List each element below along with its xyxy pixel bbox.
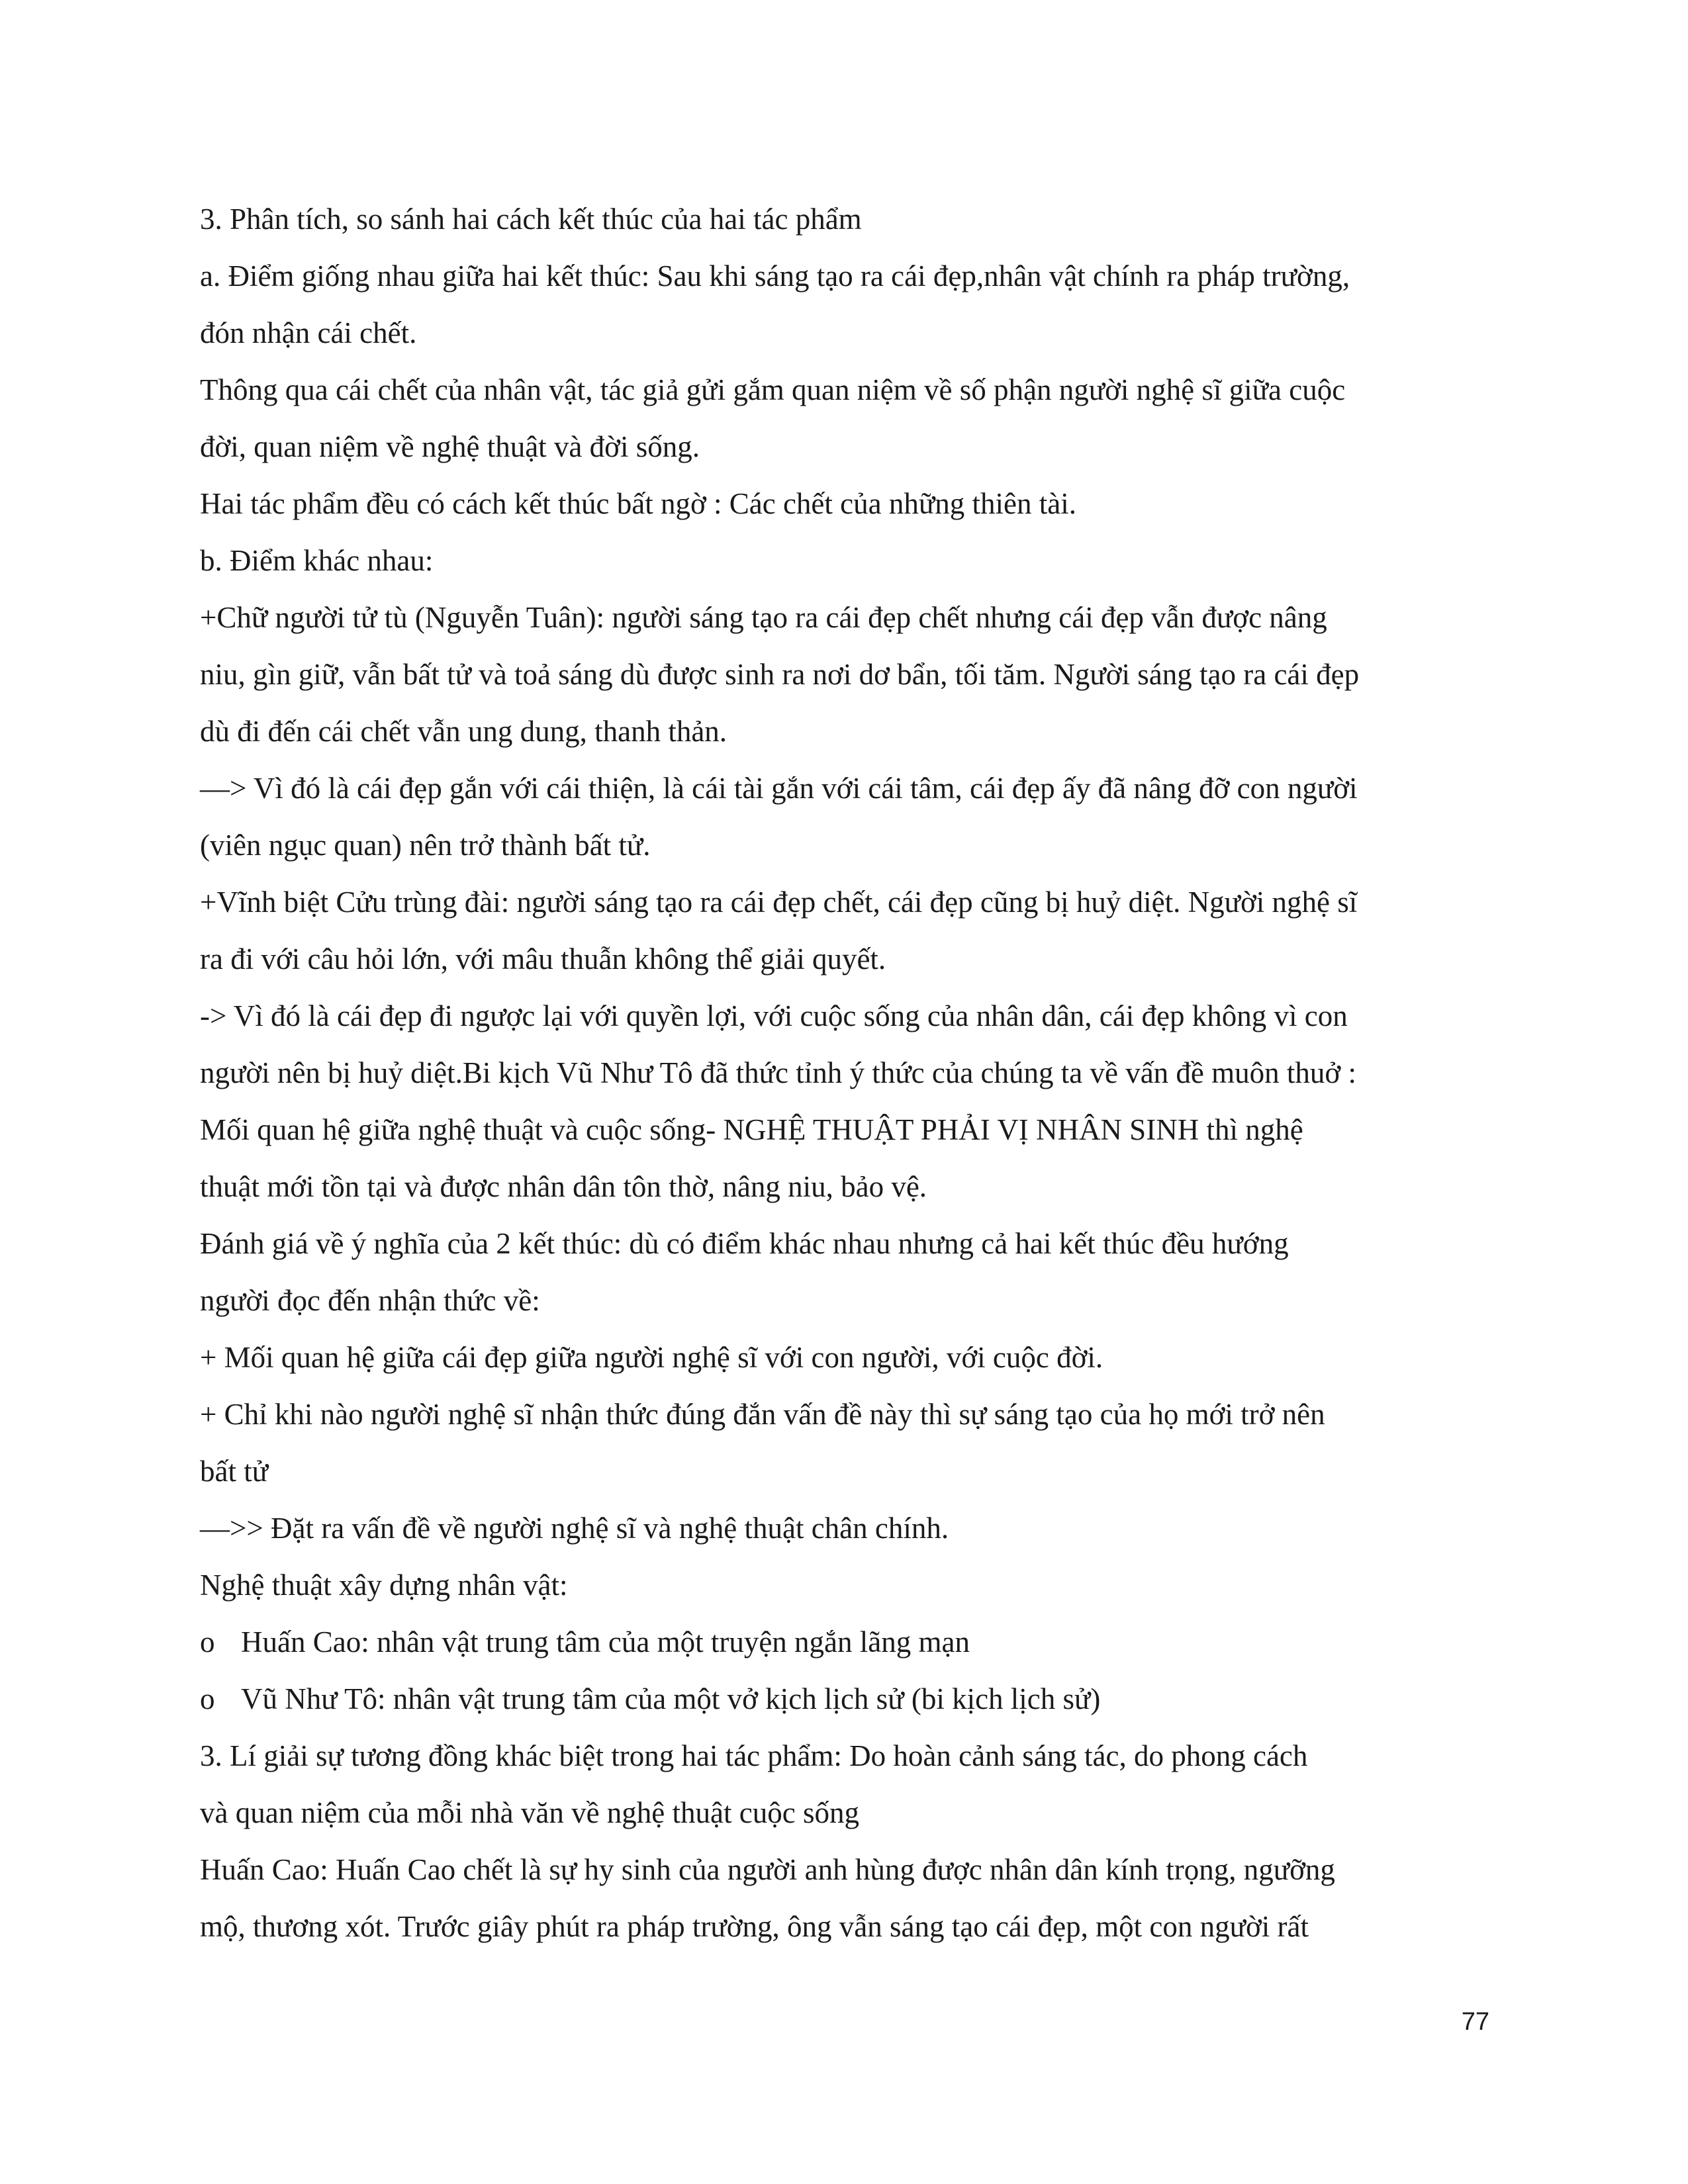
text-line: bất tử <box>200 1455 269 1488</box>
text-line: —>> Đặt ra vấn đề về người nghệ sĩ và nghệ thuật chân chính. <box>200 1512 949 1545</box>
bullet-item <box>200 1614 1491 1670</box>
text-line: Nghệ thuật xây dựng nhân vật: <box>200 1569 568 1602</box>
text-line: và quan niệm của mỗi nhà văn về nghệ thuật cuộc sống <box>200 1796 859 1829</box>
bullet-item <box>200 1670 1491 1727</box>
page-number: 77 <box>1461 2008 1489 2036</box>
text-line: mộ, thương xót. Trước giây phút ra pháp trường, ông vẫn sáng tạo cái đẹp, một con người rất <box>200 1910 1309 1943</box>
text-line: a. Điểm giống nhau giữa hai kết thúc: Sau khi sáng tạo ra cái đẹp,nhân vật chính ra pháp trường, <box>200 259 1350 293</box>
text-line: +Vĩnh biệt Cửu trùng đài: người sáng tạo ra cái đẹp chết, cái đẹp cũng bị huỷ diệt. Người nghệ sĩ <box>200 886 1358 919</box>
text-line: thuật mới tồn tại và được nhân dân tôn thờ, nâng niu, bảo vệ. <box>200 1170 927 1203</box>
bullet-mark: o <box>200 1625 215 1659</box>
text-line: niu, gìn giữ, vẫn bất tử và toả sáng dù được sinh ra nơi dơ bẩn, tối tăm. Người sáng tạo ra cái đẹp <box>200 658 1360 691</box>
text-line: dù đi đến cái chết vẫn ung dung, thanh thản. <box>200 715 727 748</box>
text-line: Đánh giá về ý nghĩa của 2 kết thúc: dù có điểm khác nhau nhưng cả hai kết thúc đều hướng <box>200 1227 1289 1260</box>
text-line: -> Vì đó là cái đẹp đi ngược lại với quyền lợi, với cuộc sống của nhân dân, cái đẹp không vì con <box>200 999 1348 1032</box>
text-line: 3. Lí giải sự tương đồng khác biệt trong hai tác phẩm: Do hoàn cảnh sáng tác, do phong cách <box>200 1739 1308 1772</box>
text-line: đón nhận cái chết. <box>200 316 417 349</box>
text-line: + Mối quan hệ giữa cái đẹp giữa người nghệ sĩ với con người, với cuộc đời. <box>200 1341 1103 1374</box>
text-line: —> Vì đó là cái đẹp gắn với cái thiện, là cái tài gắn với cái tâm, cái đẹp ấy đã nâng đỡ con người <box>200 772 1358 805</box>
body-text <box>200 191 1491 1955</box>
bullet-text: Huấn Cao: nhân vật trung tâm của một truyện ngắn lãng mạn <box>241 1625 970 1659</box>
text-line: đời, quan niệm về nghệ thuật và đời sống. <box>200 430 700 463</box>
text-line: Mối quan hệ giữa nghệ thuật và cuộc sống- NGHỆ THUẬT PHẢI VỊ NHÂN SINH thì nghệ <box>200 1113 1303 1146</box>
text-line: Hai tác phẩm đều có cách kết thúc bất ngờ : Các chết của những thiên tài. <box>200 487 1076 520</box>
bullet-text: Vũ Như Tô: nhân vật trung tâm của một vở kịch lịch sử (bi kịch lịch sử) <box>241 1682 1101 1715</box>
text-line: +Chữ người tử tù (Nguyễn Tuân): người sáng tạo ra cái đẹp chết nhưng cái đẹp vẫn được nâng <box>200 601 1327 634</box>
text-line: + Chỉ khi nào người nghệ sĩ nhận thức đúng đắn vấn đề này thì sự sáng tạo của họ mới trở nên <box>200 1398 1325 1431</box>
text-line: b. Điểm khác nhau: <box>200 544 434 577</box>
text-line: (viên ngục quan) nên trở thành bất tử. <box>200 829 651 862</box>
text-line: ra đi với câu hỏi lớn, với mâu thuẫn không thể giải quyết. <box>200 942 886 976</box>
text-line: 3. Phân tích, so sánh hai cách kết thúc của hai tác phẩm <box>200 203 862 236</box>
text-line: Thông qua cái chết của nhân vật, tác giả gửi gắm quan niệm về số phận người nghệ sĩ giữa cuộc <box>200 373 1346 406</box>
text-line: người nên bị huỷ diệt.Bi kịch Vũ Như Tô đã thức tỉnh ý thức của chúng ta về vấn đề muôn thuở : <box>200 1056 1356 1089</box>
text-line: Huấn Cao: Huấn Cao chết là sự hy sinh của người anh hùng được nhân dân kính trọng, ngưỡng <box>200 1853 1335 1886</box>
text-line: người đọc đến nhận thức về: <box>200 1284 540 1317</box>
bullet-mark: o <box>200 1682 215 1715</box>
